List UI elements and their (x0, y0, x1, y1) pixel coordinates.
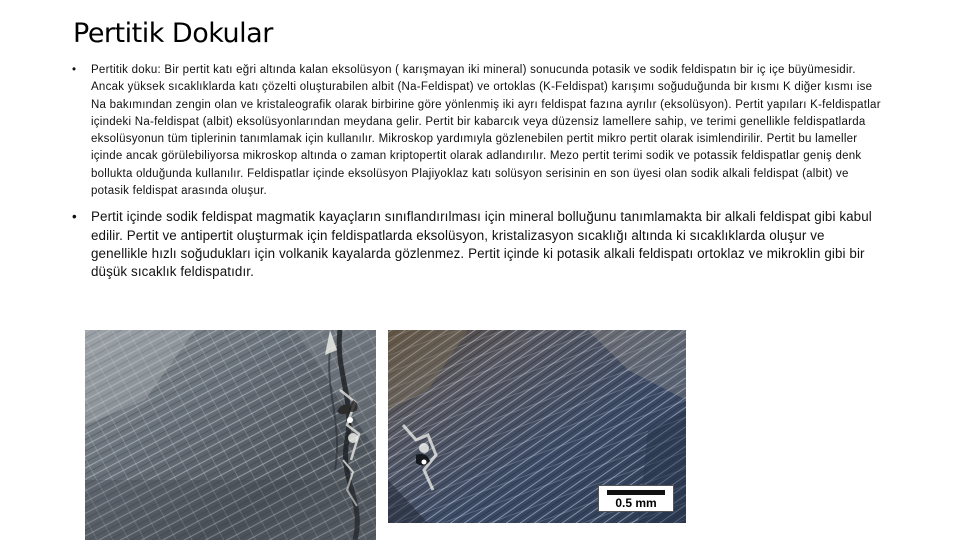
scale-bar (598, 485, 674, 512)
scale-bar-label: 0.5 mm (615, 496, 657, 510)
micrograph-right (388, 330, 686, 523)
page-title: Pertitik Dokular (73, 18, 273, 49)
micrograph-gray-image (85, 330, 376, 540)
bullet-item (72, 208, 884, 281)
bullet-text: Pertitik doku: Bir pertit katı eğri altında kalan eksolüsyon ( karışmayan iki mineral) sonucunda potasik ve sodik feldispatın bir iç içe büyümesidir. Ancak yüksek sıcaklıklarda katı çözelti oluşturabilen albit (Na-Feldispat) ve ortoklas (K-Feldispat) karışımı soğuduğunda bir kısmı K diğer kısmı ise Na bakımından zengin olan ve kristaleografik olarak birbirine göre yönlenmiş iki ayrı feldispat fazına ayrılır (eksolüsyon). Pertit yapıları K-feldispatlar içindeki Na-feldispat (albit) eksolüsyonlarından meydana gelir. Pertit bir kabarcık veya düzensiz lamellere sahip, ve terimi genellikle feldispatlarda eksolüsyonun tüm tiplerinin tanımlamak için kullanılır. Mikroskop yardımıyla gözlenebilen pertit mikro pertit olarak isimlendirilir. Pertit bu lameller içinde ancak görülebiliyorsa mikroskop altında o zaman kriptopertit olarak adlandırılır. Mezo pertit terimi sodik ve potassik feldispatlar geniş denk bollukta olduğunda kullanılır. Feldispatlar içinde eksolüsyon Plajiyoklaz katı solüsyon serisinin en son üyesi olan sodik alkali feldispat (albit) ve potasik feldispat arasında oluşur. (91, 64, 881, 198)
scale-bar-line (607, 490, 665, 495)
micrograph-left (85, 330, 376, 540)
bullet-item (72, 62, 884, 200)
bullet-text: Pertit içinde sodik feldispat magmatik kayaçların sınıflandırılması için mineral bolluğunu tanımlamakta bir alkali feldispat gibi kabul edilir. Pertit ve antipertit oluşturmak için feldispatlarda eksolüsyon, kristalizasyon sıcaklığı altında ki sıcaklıklarda oluşur ve genellikle hızlı soğudukları için volkanik kayalarda gözlenmez. Pertit içinde ki potasik alkali feldispatı ortoklaz ve mikroklin gibi bir düşük sıcaklık feldispatıdır. (91, 209, 872, 279)
bullet-marker: • (72, 64, 77, 76)
bullet-list (72, 62, 884, 281)
bullet-marker: • (72, 209, 77, 225)
